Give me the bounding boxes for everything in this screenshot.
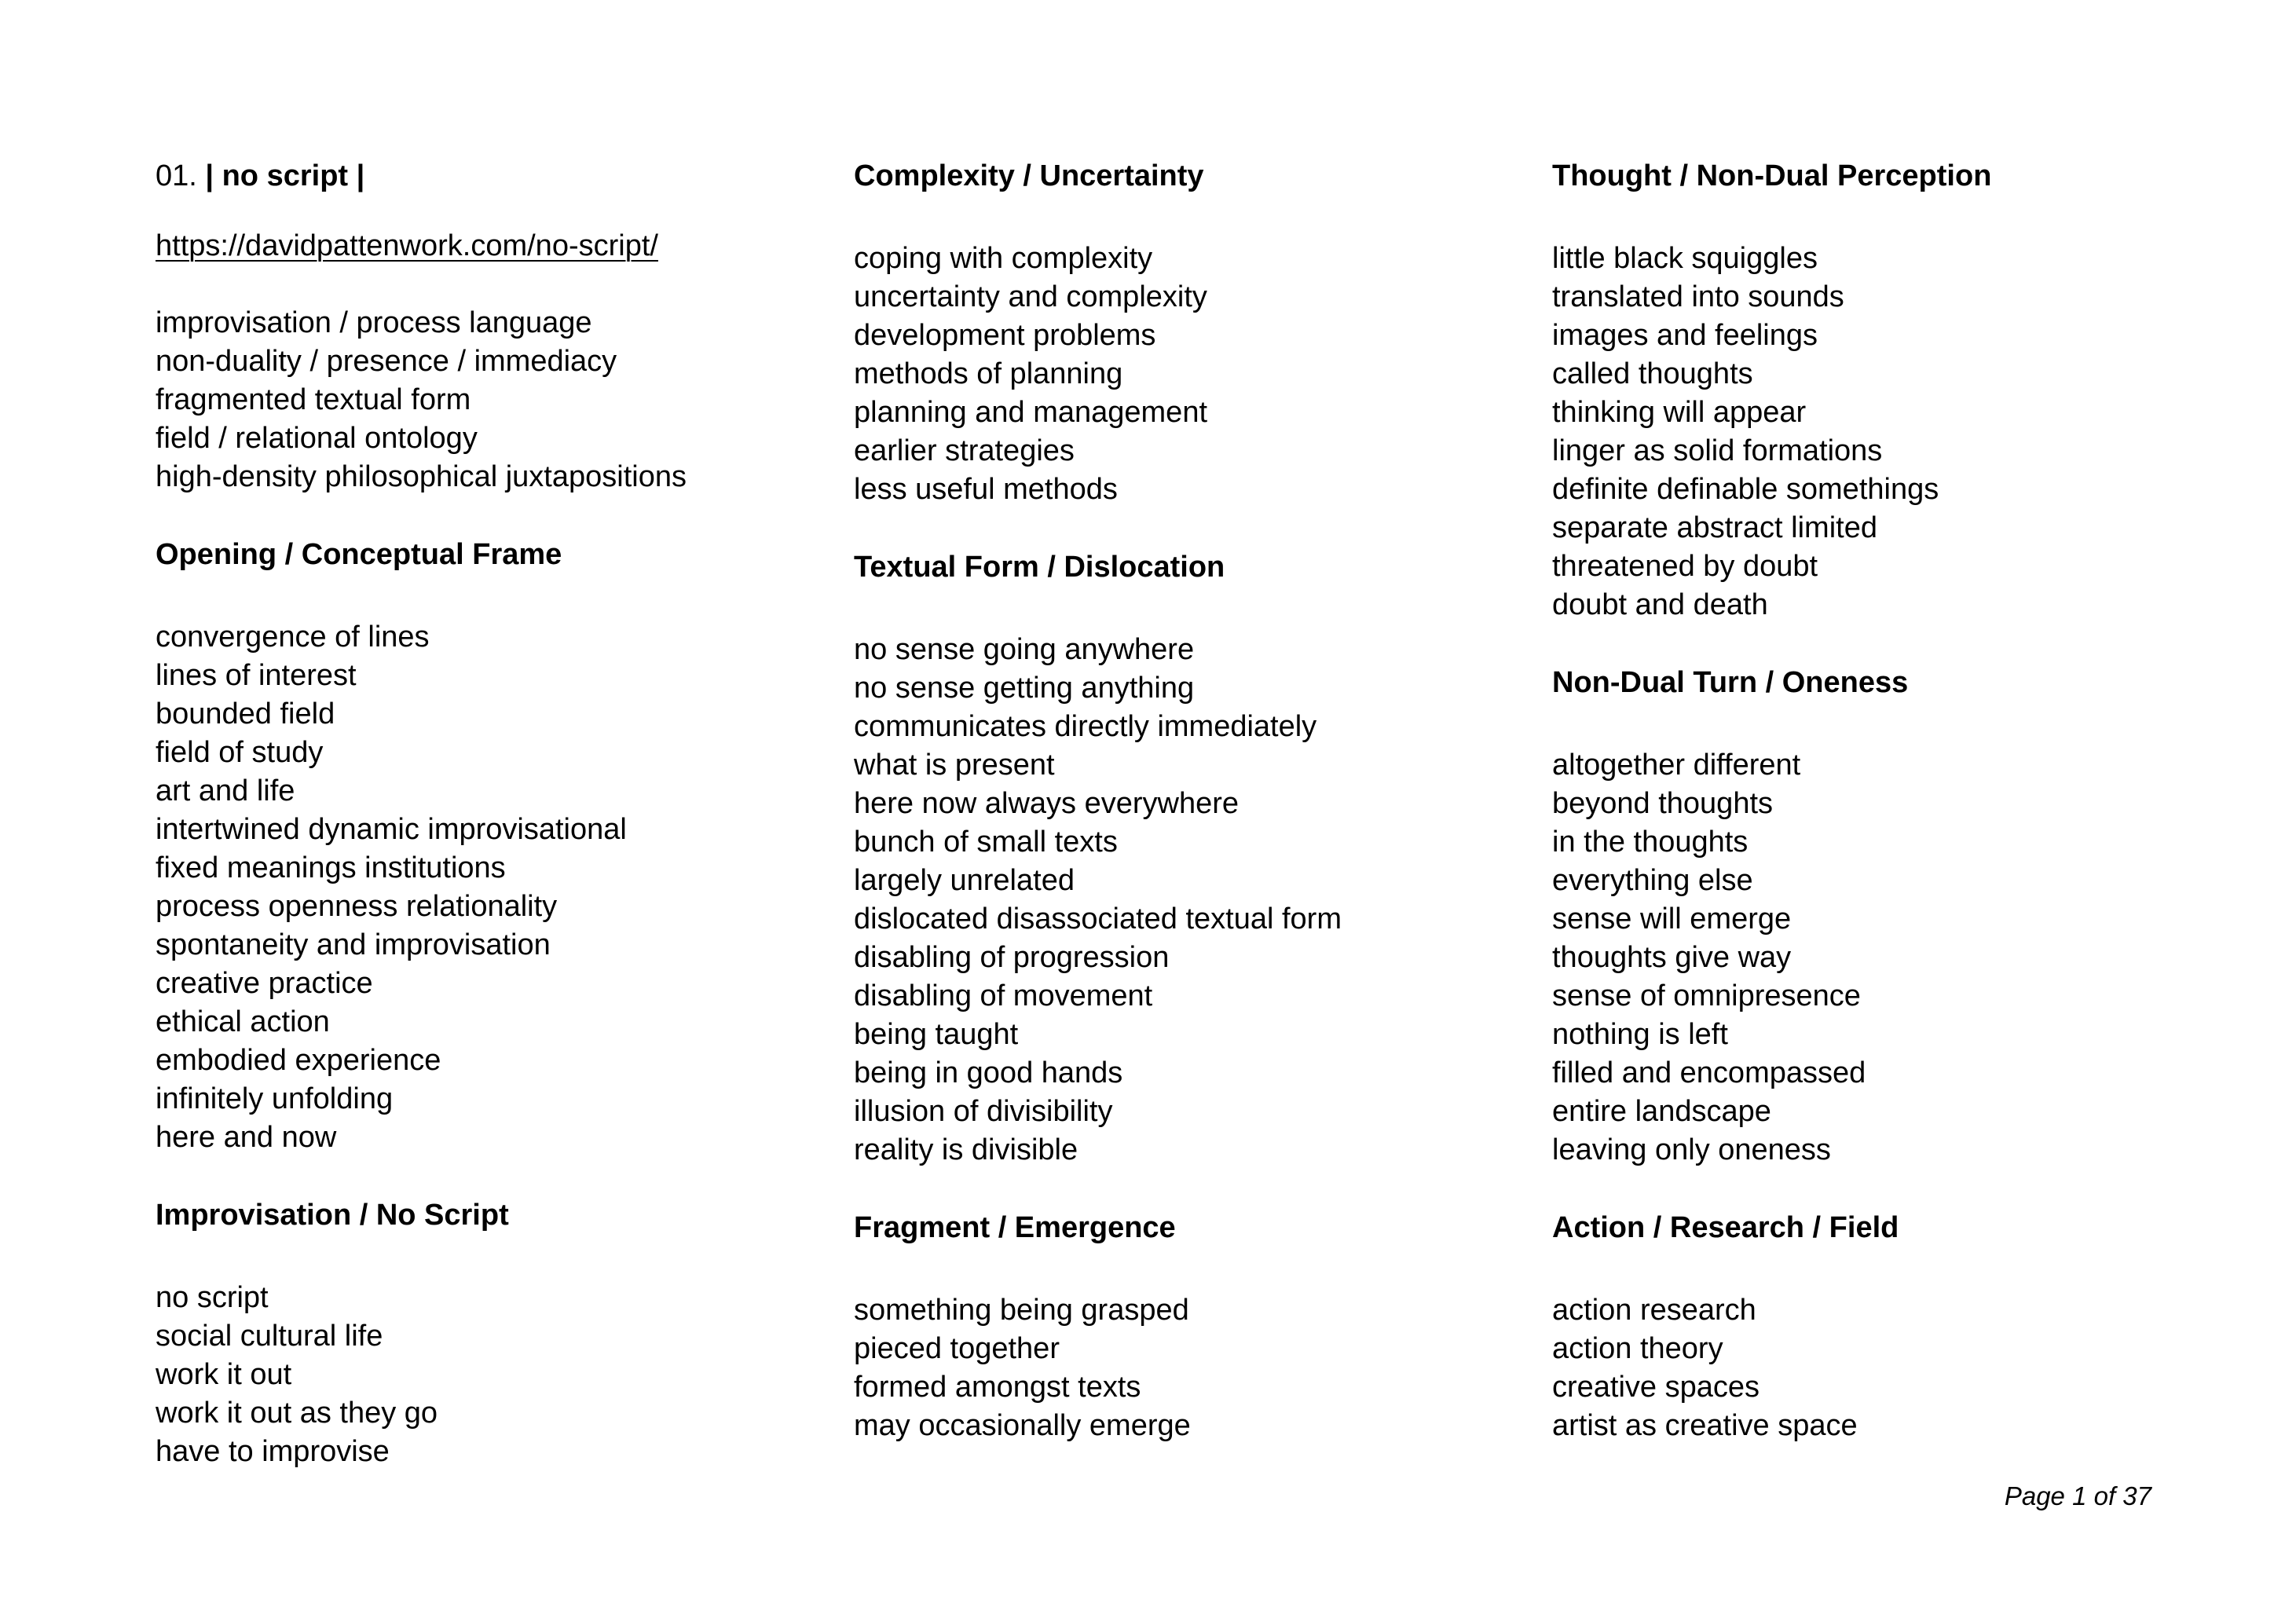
list-item: coping with complexity [854,242,1153,275]
descriptor-list [156,304,831,496]
list-item: intertwined dynamic improvisational [156,813,627,846]
document-heading [156,157,831,196]
list-item: dislocated disassociated textual form [854,903,1342,935]
section-list-improvisation [156,1279,831,1471]
descriptor-item: fragmented textual form [156,383,471,416]
list-item: communicates directly immediately [854,710,1317,743]
list-item: have to improvise [156,1435,390,1468]
list-item: methods of planning [854,357,1123,390]
list-item: what is present [854,749,1055,782]
list-item: disabling of movement [854,979,1153,1012]
list-item: bunch of small texts [854,826,1118,859]
section-title-non-dual: Non-Dual Turn / Oneness [1552,666,1909,699]
list-item: in the thoughts [1552,826,1749,859]
column-1 [156,157,831,1471]
descriptor-item: improvisation / process language [156,306,592,339]
list-item: field of study [156,736,324,769]
list-item: linger as solid formations [1552,434,1883,467]
list-item: artist as creative space [1552,1409,1858,1442]
list-item: threatened by doubt [1552,550,1818,583]
list-item: here and now [156,1121,337,1154]
section-title-improvisation: Improvisation / No Script [156,1199,509,1232]
list-item: uncertainty and complexity [854,280,1207,313]
list-item: definite definable somethings [1552,473,1939,506]
section-list-non-dual [1552,746,2228,1170]
list-item: disabling of progression [854,941,1170,974]
section-list-thought [1552,240,2228,624]
list-item: fixed meanings institutions [156,851,506,884]
list-item: lines of interest [156,659,357,692]
list-item: everything else [1552,864,1753,897]
list-item: called thoughts [1552,357,1753,390]
section-title-thought: Thought / Non-Dual Perception [1552,159,1992,192]
list-item: being taught [854,1018,1019,1051]
list-item: development problems [854,319,1156,352]
list-item: earlier strategies [854,434,1075,467]
descriptor-item: field / relational ontology [156,422,478,455]
list-item: may occasionally emerge [854,1409,1191,1442]
section-title-fragment: Fragment / Emergence [854,1211,1176,1244]
section-list-action [1552,1291,2228,1445]
heading-bar-right: | [356,159,365,192]
list-item: work it out [156,1358,292,1391]
list-item: thoughts give way [1552,941,1792,974]
descriptor-item: non-duality / presence / immediacy [156,345,617,378]
list-item: pieced together [854,1332,1060,1365]
list-item: sense of omnipresence [1552,979,1861,1012]
column-3 [1552,157,2228,1445]
list-item: nothing is left [1552,1018,1728,1051]
list-item: less useful methods [854,473,1118,506]
list-item: bounded field [156,697,335,730]
list-item: art and life [156,774,295,807]
list-item: illusion of divisibility [854,1095,1113,1128]
list-item: ethical action [156,1005,330,1038]
list-item: infinitely unfolding [156,1082,394,1115]
heading-bar-left: | [205,159,214,192]
section-list-complexity [854,240,1529,509]
section-title-complexity: Complexity / Uncertainty [854,159,1204,192]
column-2 [854,157,1529,1445]
heading-number: 01. [156,159,197,192]
list-item: thinking will appear [1552,396,1807,429]
list-item: work it out as they go [156,1397,438,1430]
list-item: planning and management [854,396,1208,429]
list-item: images and feelings [1552,319,1818,352]
list-item: no sense getting anything [854,672,1195,705]
list-item: no sense going anywhere [854,633,1195,666]
list-item: reality is divisible [854,1133,1078,1166]
list-item: process openness relationality [156,890,558,923]
list-item: leaving only oneness [1552,1133,1831,1166]
list-item: altogether different [1552,749,1801,782]
descriptor-item: high-density philosophical juxtapositions [156,460,687,493]
list-item: convergence of lines [156,621,430,654]
list-item: creative spaces [1552,1371,1760,1404]
section-list-opening [156,618,831,1157]
list-item: beyond thoughts [1552,787,1774,820]
list-item: action theory [1552,1332,1723,1365]
section-title-opening: Opening / Conceptual Frame [156,538,562,571]
heading-title: no script [222,159,349,192]
list-item: action research [1552,1294,1756,1327]
list-item: social cultural life [156,1320,383,1353]
list-item: being in good hands [854,1056,1123,1089]
list-item: creative practice [156,967,373,1000]
list-item: no script [156,1281,269,1314]
section-list-textual-form [854,631,1529,1170]
list-item: translated into sounds [1552,280,1844,313]
source-link[interactable]: https://davidpattenwork.com/no-script/ [156,229,658,262]
section-title-textual-form: Textual Form / Dislocation [854,551,1225,584]
list-item: little black squiggles [1552,242,1818,275]
list-item: largely unrelated [854,864,1075,897]
list-item: entire landscape [1552,1095,1771,1128]
list-item: separate abstract limited [1552,511,1877,544]
list-item: embodied experience [156,1044,441,1077]
list-item: here now always everywhere [854,787,1240,820]
list-item: filled and encompassed [1552,1056,1866,1089]
section-list-fragment [854,1291,1529,1445]
section-title-action: Action / Research / Field [1552,1211,1899,1244]
list-item: doubt and death [1552,588,1768,621]
list-item: sense will emerge [1552,903,1792,935]
page-number: Page 1 of 37 [2004,1481,2151,1510]
list-item: spontaneity and improvisation [156,928,551,961]
list-item: something being grasped [854,1294,1189,1327]
list-item: formed amongst texts [854,1371,1141,1404]
